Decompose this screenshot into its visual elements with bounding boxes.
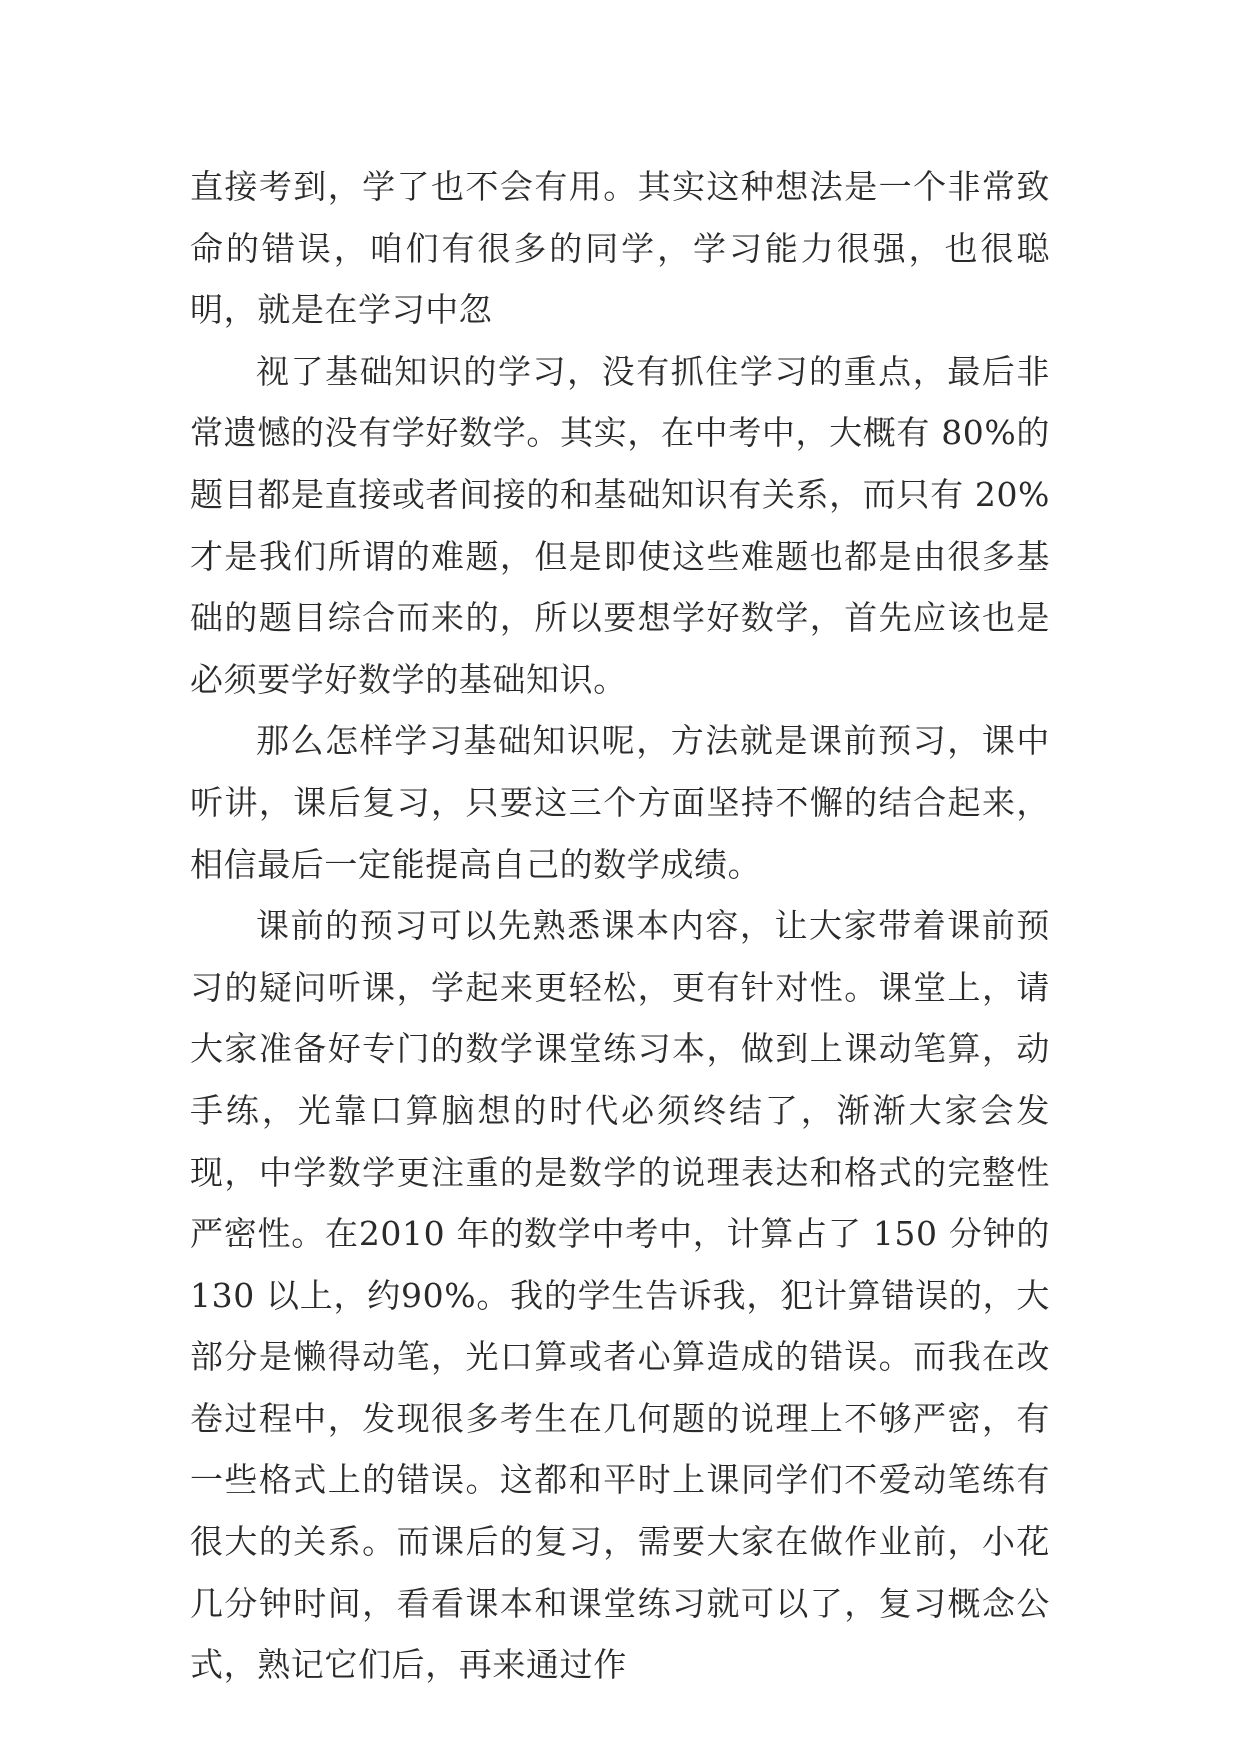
paragraph-line: 习，需要大家在做作业前，小花几分钟时间，看看课本和课 xyxy=(190,1522,1050,1623)
paragraph-4 xyxy=(190,895,1050,1696)
paragraph-line: 那么怎样学习基础知识呢，方法就是课前预习，课中听 xyxy=(190,721,1050,822)
paragraph-line: 都是直接或者间接的和基础知识有关系，而只有 20%才是我 xyxy=(190,474,1050,576)
paragraph-1 xyxy=(190,156,1050,341)
paragraph-line: 的错误，咱们有很多的同学，学习能力很强，也很聪明，就 xyxy=(190,228,1050,330)
paragraph-line: 直接考到，学了也不会有用。其实这种想法是一个非常致命 xyxy=(190,167,1050,268)
paragraph-line: 都和平时上课同学们不爱动笔练有很大的关系。而课后的复 xyxy=(190,1460,1051,1562)
paragraph-line: 数学的基础知识。 xyxy=(358,659,627,699)
paragraph-line: 2010 年的数学中考中，计算占了 150 分钟的 130 以上，约 xyxy=(190,1214,1050,1315)
paragraph-3 xyxy=(190,710,1050,895)
paragraph-line: 90%。我的学生告诉我，犯计算错误的，大部分是懒得动笔， xyxy=(190,1275,1050,1377)
paragraph-line: 最后一定能提高自己的数学成绩。 xyxy=(257,844,762,884)
paragraph-line: 综合而来的，所以要想学好数学，首先应该也是必须要学好 xyxy=(190,598,1050,699)
paragraph-line: 准备好专门的数学课堂练习本，做到上课动笔算，动手练， xyxy=(190,1029,1050,1130)
paragraph-line: 光靠口算脑想的时代必须终结了，渐渐大家会发现，中学数 xyxy=(190,1090,1050,1192)
paragraph-line: 们所谓的难题，但是即使这些难题也都是由很多基础的题目 xyxy=(190,536,1050,638)
paragraph-line: 遗憾的没有学好数学。其实，在中考中，大概有 80%的题目 xyxy=(190,413,1050,514)
paragraph-line: 学更注重的是数学的说理表达和格式的完整性严密性。在 xyxy=(190,1152,1051,1254)
paragraph-2 xyxy=(190,341,1050,711)
paragraph-line: 是在学习中忽 xyxy=(290,290,493,330)
paragraph-line: 光口算或者心算造成的错误。而我在改卷过程中，发现很多 xyxy=(190,1337,1050,1438)
paragraph-line: 考生在几何题的说理上不够严密，有一些格式上的错误。这 xyxy=(190,1398,1050,1500)
paragraph-line: 讲，课后复习，只要这三个方面坚持不懈的结合起来，相信 xyxy=(190,782,1050,884)
paragraph-line: 的疑问听课，学起来更轻松，更有针对性。课堂上，请大家 xyxy=(190,967,1050,1069)
document-body xyxy=(190,156,1050,1696)
paragraph-line: 堂练习就可以了，复习概念公式，熟记它们后，再来通过作 xyxy=(190,1583,1050,1685)
paragraph-line: 课前的预习可以先熟悉课本内容，让大家带着课前预习 xyxy=(190,906,1050,1007)
paragraph-line: 视了基础知识的学习，没有抓住学习的重点，最后非常 xyxy=(190,351,1050,453)
